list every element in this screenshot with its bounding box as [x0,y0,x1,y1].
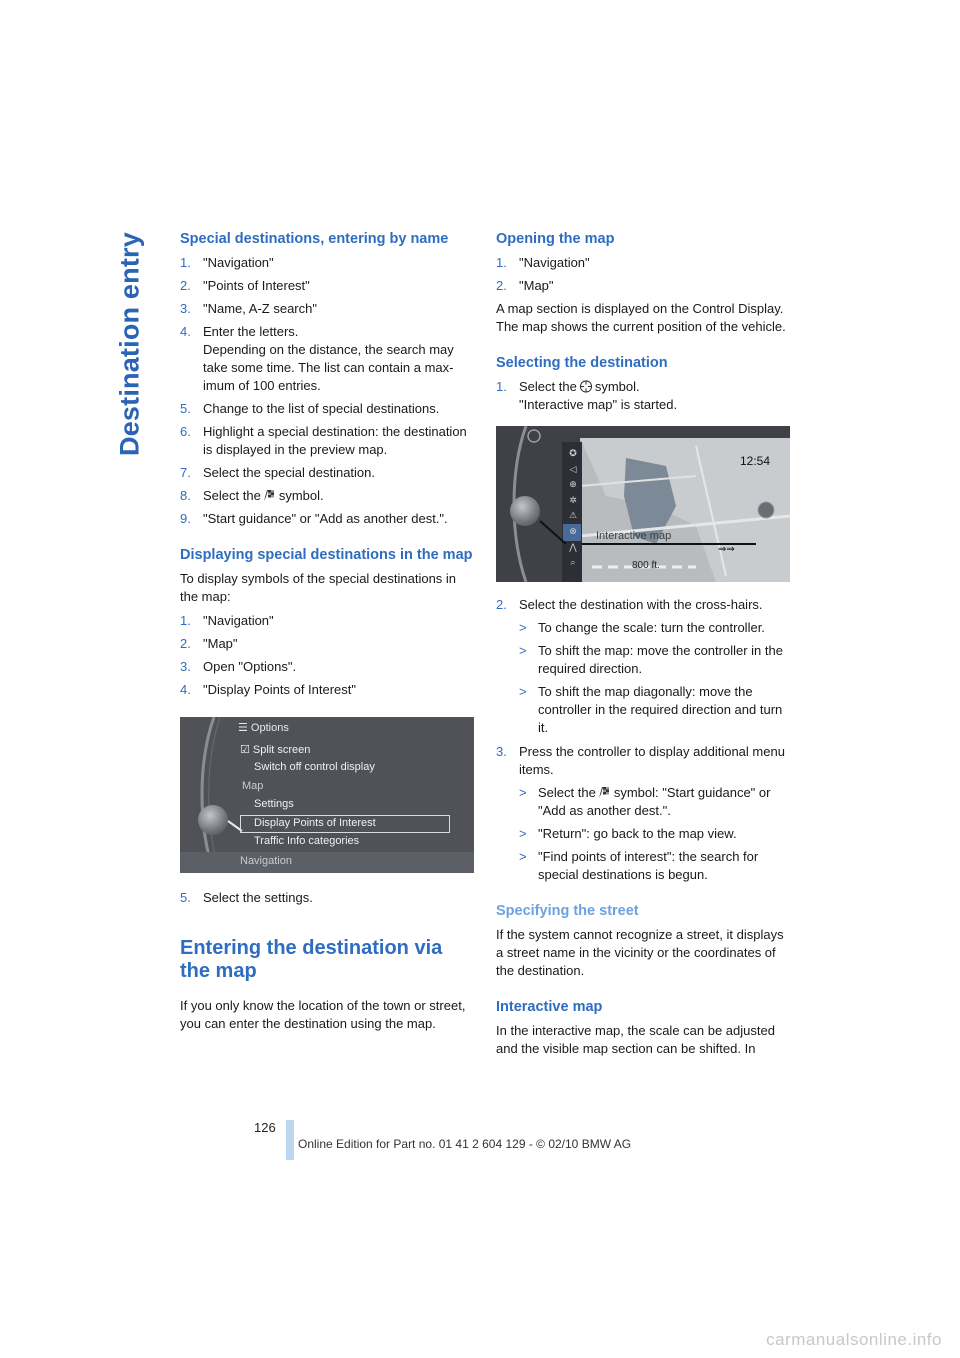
step [180,612,476,630]
section-title-interactive-map: Interactive map [496,999,603,1015]
step [496,378,792,414]
interactive-map-screen-image [496,426,790,582]
intro-text: To display symbols of the special destinations in the map: [180,571,457,604]
option-row: ☑ Split screen [240,744,311,756]
warning-icon: ⚠ [568,510,578,521]
step [180,300,476,318]
step-text [203,323,476,395]
option-row-highlighted: Display Points of Interest [254,817,376,829]
step-number: 4. [180,324,191,339]
step-number: 3. [180,301,191,316]
bullet-list [519,784,792,884]
bullet-item [519,825,792,843]
step-detail: "Interactive map" is started. [519,397,678,412]
route-icon: ⋀ [569,541,577,552]
bullet-mark: > [519,620,527,635]
step [496,596,792,614]
navigation-footer: Navigation [180,852,474,873]
step-text: "Navigation" [519,255,590,270]
step [180,277,476,295]
section-title-poi-by-name: Special destinations, entering by name [180,231,449,247]
voice-icon: ◁ [569,463,577,474]
bullet-text: To shift the map: move the controller in the required direction. [538,643,783,676]
step [180,464,476,482]
body-text: If you only know the location of the town or street, you can enter the destination using the map. [180,998,466,1031]
option-row: Traffic Info categories [254,835,360,847]
checkbox-icon: ☑ [240,744,253,756]
body-text: If the system cannot recognize a street, it displays a street name in the vicinity or the coordinates of the destination. [496,927,784,978]
poi-icon: ✪ [569,448,577,458]
step-number: 2. [180,636,191,651]
step-text: Press the controller to display additional menu items. [519,744,785,777]
controller-knob-icon [510,496,540,526]
body-text: In the interactive map, the scale can be adjusted and the visible map section can be shifted. In [496,1023,775,1056]
step-text-before: Select the [519,379,577,394]
crosshairs-icon [579,380,593,393]
step [180,658,476,676]
controller-knob-icon [198,805,228,835]
guidance-flag-icon [598,786,612,799]
step-text: Highlight a special destination: the destination is displayed in the preview map. [203,424,467,457]
step [180,400,476,418]
option-row: Switch off control display [254,761,375,773]
bullet-item [519,683,792,737]
step-text: "Display Points of Interest" [203,682,357,697]
step-number: 2. [180,278,191,293]
map-graphic [496,426,790,582]
page-number: 126 [254,1120,276,1135]
bullet-text: To change the scale: turn the controller. [538,620,765,635]
step-number: 2. [496,597,507,612]
section-title-via-map: Entering the destination via the map [180,937,443,982]
step [180,254,476,272]
bullet-item [519,619,792,637]
option-group-label: Map [242,780,264,792]
options-screen-image [180,717,474,873]
step-number: 8. [180,488,191,503]
step [180,889,476,907]
step-number: 5. [180,890,191,905]
step-text: "Navigation" [203,255,274,270]
option-row: Settings [254,798,294,810]
step-number: 9. [180,511,191,526]
step [180,681,476,699]
bullet-text: To shift the map diagonally: move the controller in the required direction and turn it. [538,684,783,735]
step [496,254,792,272]
step-number: 1. [180,613,191,628]
step-text: Select the settings. [203,890,313,905]
right-column [496,230,792,1068]
bullet-text: "Find points of interest": the search for special destinations is begun. [538,849,759,882]
step-text: "Points of Interest" [203,278,310,293]
step-detail: Depending on the distance, the search may take some time. The list can contain a maximum of 100 entries. [203,342,454,393]
step-text-after: symbol. [594,379,640,394]
crosshairs-icon: ⊗ [569,525,577,536]
step [496,277,792,295]
step-text: Select the destination with the cross-hairs. [519,597,763,612]
step-number: 6. [180,424,191,439]
bullet-list [519,619,792,737]
controller-ring-graphic [180,717,474,873]
step-number: 3. [496,744,507,759]
step-main: Enter the letters. [203,324,299,339]
step [180,510,476,528]
step-number: 1. [180,255,191,270]
step-text: "Start guidance" or "Add as another dest.". [203,511,448,526]
bullet-mark: > [519,684,527,699]
step-text: "Map" [519,278,554,293]
bullet-mark: > [519,826,527,841]
section-title-selecting-destination: Selecting the destination [496,355,668,371]
step [496,743,792,779]
step-text: Change to the list of special destinations. [203,401,440,416]
step-text [519,378,792,414]
step-text: "Name, A-Z search" [203,301,317,316]
guidance-flag-icon [263,489,277,502]
options-icon: ☰ [238,722,251,734]
bullet-mark: > [519,643,527,658]
body-text: A map section is displayed on the Control Display. The map shows the current position of the vehicle. [496,301,786,334]
left-column [180,230,476,1043]
step-text: Select the special destination. [203,465,375,480]
settings-icon: ✲ [569,494,577,505]
direction-arrow-icon: ⇒⇒ [718,544,735,555]
section-title-display-poi: Displaying special destinations in the map [180,547,473,563]
step-number: 3. [180,659,191,674]
step [180,423,476,459]
step-text: "Navigation" [203,613,274,628]
map-menu-icons [565,446,581,571]
step-number: 5. [180,401,191,416]
step-number: 4. [180,682,191,697]
step-number: 1. [496,379,507,394]
step-text: Open "Options". [203,659,297,674]
step-text: "Map" [203,636,238,651]
footer-accent-bar [286,1120,294,1160]
bullet-text: Select the symbol: "Start guidance" or "Add as another dest.". [538,785,771,818]
section-title-opening-map: Opening the map [496,231,615,247]
bullet-text: "Return": go back to the map view. [538,826,737,841]
watermark: carmanualsonline.info [766,1330,942,1349]
step [180,487,476,505]
bullet-item [519,848,792,884]
chapter-side-title: Destination entry [114,232,145,456]
step-text-before: Select the [203,488,261,503]
bullet-mark: > [519,785,527,800]
step-text [203,487,476,505]
bullet-item [519,642,792,678]
step-number: 7. [180,465,191,480]
options-title: ☰ Options [238,722,289,734]
step-text-after: symbol. [278,488,324,503]
bullet-item [519,784,792,820]
map-clock: 12:54 [740,454,771,468]
bullet-mark: > [519,849,527,864]
step-number: 2. [496,278,507,293]
step [180,323,476,395]
edition-note: Online Edition for Part no. 01 41 2 604 129 - © 02/10 BMW AG [298,1137,632,1151]
section-title-specifying-street: Specifying the street [496,903,639,919]
map-scale: 800 ft. [632,560,660,571]
zoom-icon: ⌕ [570,557,576,568]
compass-icon: ⊕ [569,479,577,490]
interactive-map-label: Interactive map [596,530,672,542]
step-number: 1. [496,255,507,270]
step [180,635,476,653]
